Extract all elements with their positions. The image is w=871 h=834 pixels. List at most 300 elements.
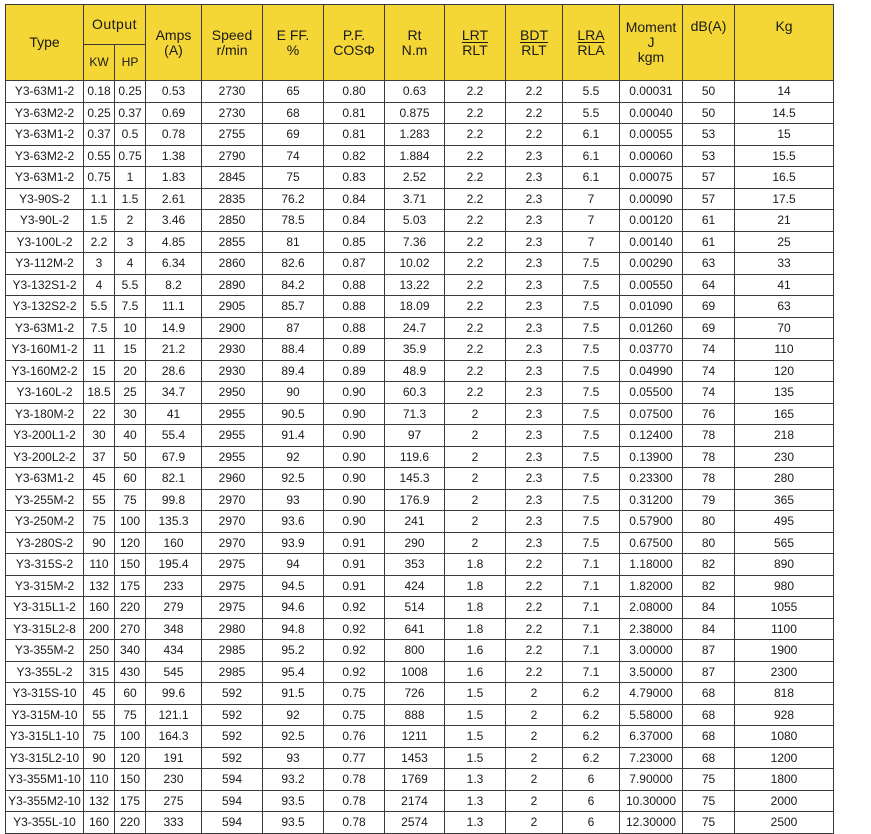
- cell-kg: 1055: [735, 597, 834, 619]
- cell-rated-torque: 48.9: [385, 360, 445, 382]
- cell-moment: 7.23000: [620, 747, 683, 769]
- cell-bdt-rlt: 2.2: [506, 81, 563, 103]
- cell-kg: 2500: [735, 812, 834, 834]
- cell-bdt-rlt: 2.3: [506, 446, 563, 468]
- cell-lra-rla: 6: [563, 790, 620, 812]
- cell-efficiency: 93: [263, 747, 324, 769]
- cell-kg: 41: [735, 274, 834, 296]
- table-row: [6, 360, 834, 382]
- cell-lra-rla: 6: [563, 769, 620, 791]
- cell-moment: 0.00290: [620, 253, 683, 275]
- cell-lrt-rlt: 2.2: [445, 253, 506, 275]
- cell-bdt-rlt: 2.2: [506, 554, 563, 576]
- cell-type: Y3-250M-2: [6, 511, 84, 533]
- cell-hp: 60: [115, 683, 146, 705]
- cell-power-factor: 0.89: [324, 360, 385, 382]
- cell-moment: 0.00055: [620, 124, 683, 146]
- cell-type: Y3-355L-2: [6, 661, 84, 683]
- table-row: [6, 790, 834, 812]
- cell-lrt-rlt: 1.5: [445, 683, 506, 705]
- cell-hp: 175: [115, 790, 146, 812]
- cell-type: Y3-355M2-10: [6, 790, 84, 812]
- cell-efficiency: 94.8: [263, 618, 324, 640]
- header-pf-line1: P.F.: [342, 26, 366, 43]
- cell-kg: 14: [735, 81, 834, 103]
- cell-efficiency: 92: [263, 704, 324, 726]
- cell-speed: 592: [202, 726, 263, 748]
- cell-amps: 135.3: [146, 511, 202, 533]
- cell-type: Y3-63M1-2: [6, 317, 84, 339]
- header-amps: [146, 5, 202, 81]
- cell-hp: 1: [115, 167, 146, 189]
- cell-efficiency: 82.6: [263, 253, 324, 275]
- cell-power-factor: 0.77: [324, 747, 385, 769]
- table-row: [6, 339, 834, 361]
- cell-lrt-rlt: 1.3: [445, 769, 506, 791]
- cell-lrt-rlt: 2: [445, 446, 506, 468]
- cell-db: 61: [683, 210, 735, 232]
- cell-lra-rla: 7: [563, 188, 620, 210]
- cell-db: 63: [683, 253, 735, 275]
- cell-kw: 75: [84, 511, 115, 533]
- cell-power-factor: 0.90: [324, 468, 385, 490]
- cell-power-factor: 0.90: [324, 511, 385, 533]
- cell-power-factor: 0.75: [324, 683, 385, 705]
- cell-rated-torque: 145.3: [385, 468, 445, 490]
- cell-type: Y3-315L2-10: [6, 747, 84, 769]
- table-row: [6, 661, 834, 683]
- cell-hp: 5.5: [115, 274, 146, 296]
- cell-db: 57: [683, 167, 735, 189]
- cell-bdt-rlt: 2.3: [506, 317, 563, 339]
- cell-amps: 3.46: [146, 210, 202, 232]
- cell-speed: 2930: [202, 360, 263, 382]
- cell-lra-rla: 5.5: [563, 102, 620, 124]
- cell-amps: 6.34: [146, 253, 202, 275]
- cell-rated-torque: 1769: [385, 769, 445, 791]
- table-row: [6, 683, 834, 705]
- cell-type: Y3-315S-2: [6, 554, 84, 576]
- cell-moment: 0.23300: [620, 468, 683, 490]
- cell-db: 69: [683, 296, 735, 318]
- header-eff-line1: E FF.: [276, 26, 310, 43]
- cell-lra-rla: 7.5: [563, 403, 620, 425]
- cell-type: Y3-315L2-8: [6, 618, 84, 640]
- cell-bdt-rlt: 2.2: [506, 597, 563, 619]
- cell-kw: 132: [84, 575, 115, 597]
- cell-rated-torque: 353: [385, 554, 445, 576]
- cell-amps: 1.83: [146, 167, 202, 189]
- cell-efficiency: 93.5: [263, 812, 324, 834]
- table-row: [6, 597, 834, 619]
- cell-lra-rla: 7.5: [563, 511, 620, 533]
- cell-amps: 279: [146, 597, 202, 619]
- table-row: [6, 81, 834, 103]
- cell-rated-torque: 0.875: [385, 102, 445, 124]
- cell-amps: 99.8: [146, 489, 202, 511]
- cell-hp: 150: [115, 554, 146, 576]
- cell-type: Y3-255M-2: [6, 489, 84, 511]
- cell-bdt-rlt: 2.2: [506, 618, 563, 640]
- cell-amps: 11.1: [146, 296, 202, 318]
- cell-lra-rla: 6.1: [563, 145, 620, 167]
- cell-rated-torque: 641: [385, 618, 445, 640]
- cell-moment: 1.18000: [620, 554, 683, 576]
- cell-lrt-rlt: 2.2: [445, 102, 506, 124]
- cell-amps: 545: [146, 661, 202, 683]
- cell-kw: 37: [84, 446, 115, 468]
- cell-hp: 120: [115, 532, 146, 554]
- cell-bdt-rlt: 2.3: [506, 210, 563, 232]
- cell-kw: 11: [84, 339, 115, 361]
- cell-type: Y3-160L-2: [6, 382, 84, 404]
- cell-lrt-rlt: 1.8: [445, 554, 506, 576]
- cell-power-factor: 0.88: [324, 317, 385, 339]
- cell-kg: 63: [735, 296, 834, 318]
- cell-efficiency: 94: [263, 554, 324, 576]
- header-pf-line2: COSΦ: [333, 41, 375, 58]
- header-output: Output: [84, 5, 146, 45]
- cell-lra-rla: 7.5: [563, 382, 620, 404]
- cell-efficiency: 94.5: [263, 575, 324, 597]
- cell-lra-rla: 6.1: [563, 124, 620, 146]
- cell-kw: 4: [84, 274, 115, 296]
- cell-amps: 275: [146, 790, 202, 812]
- cell-bdt-rlt: 2: [506, 790, 563, 812]
- cell-bdt-rlt: 2.3: [506, 382, 563, 404]
- cell-moment: 4.79000: [620, 683, 683, 705]
- cell-kg: 25: [735, 231, 834, 253]
- cell-lrt-rlt: 2.2: [445, 81, 506, 103]
- cell-kw: 315: [84, 661, 115, 683]
- cell-lrt-rlt: 2.2: [445, 124, 506, 146]
- cell-amps: 14.9: [146, 317, 202, 339]
- cell-amps: 0.53: [146, 81, 202, 103]
- table-row: [6, 704, 834, 726]
- cell-speed: 2985: [202, 640, 263, 662]
- cell-kw: 7.5: [84, 317, 115, 339]
- cell-hp: 430: [115, 661, 146, 683]
- cell-efficiency: 95.2: [263, 640, 324, 662]
- cell-speed: 594: [202, 812, 263, 834]
- cell-type: Y3-280S-2: [6, 532, 84, 554]
- cell-rated-torque: 2574: [385, 812, 445, 834]
- cell-power-factor: 0.88: [324, 274, 385, 296]
- cell-kg: 14.5: [735, 102, 834, 124]
- cell-efficiency: 93.2: [263, 769, 324, 791]
- cell-moment: 0.57900: [620, 511, 683, 533]
- cell-speed: 2975: [202, 554, 263, 576]
- cell-lrt-rlt: 2: [445, 532, 506, 554]
- cell-kg: 280: [735, 468, 834, 490]
- cell-amps: 191: [146, 747, 202, 769]
- cell-power-factor: 0.83: [324, 167, 385, 189]
- cell-bdt-rlt: 2.3: [506, 425, 563, 447]
- cell-type: Y3-63M1-2: [6, 81, 84, 103]
- cell-efficiency: 93.9: [263, 532, 324, 554]
- cell-kw: 110: [84, 554, 115, 576]
- table-row: [6, 726, 834, 748]
- cell-speed: 2960: [202, 468, 263, 490]
- cell-amps: 55.4: [146, 425, 202, 447]
- cell-rated-torque: 514: [385, 597, 445, 619]
- cell-amps: 82.1: [146, 468, 202, 490]
- cell-lra-rla: 7.5: [563, 339, 620, 361]
- cell-db: 75: [683, 790, 735, 812]
- cell-db: 75: [683, 812, 735, 834]
- cell-moment: 0.03770: [620, 339, 683, 361]
- cell-moment: 0.67500: [620, 532, 683, 554]
- cell-lrt-rlt: 1.6: [445, 640, 506, 662]
- cell-lrt-rlt: 2.2: [445, 231, 506, 253]
- table-row: [6, 274, 834, 296]
- cell-bdt-rlt: 2.3: [506, 253, 563, 275]
- cell-hp: 0.25: [115, 81, 146, 103]
- cell-efficiency: 74: [263, 145, 324, 167]
- header-moment-line3: kgm: [637, 49, 665, 65]
- cell-db: 80: [683, 532, 735, 554]
- cell-power-factor: 0.89: [324, 339, 385, 361]
- cell-lra-rla: 7.5: [563, 446, 620, 468]
- cell-speed: 594: [202, 790, 263, 812]
- cell-kw: 22: [84, 403, 115, 425]
- cell-efficiency: 92.5: [263, 468, 324, 490]
- header-lrt-line1: LRT: [461, 26, 489, 43]
- cell-kw: 3: [84, 253, 115, 275]
- cell-moment: 0.00550: [620, 274, 683, 296]
- header-kw: KW: [84, 45, 115, 81]
- cell-speed: 2730: [202, 81, 263, 103]
- cell-bdt-rlt: 2.3: [506, 145, 563, 167]
- cell-speed: 2790: [202, 145, 263, 167]
- header-amps-line1: Amps: [155, 26, 192, 43]
- cell-db: 69: [683, 317, 735, 339]
- cell-lra-rla: 7.5: [563, 532, 620, 554]
- cell-kg: 218: [735, 425, 834, 447]
- cell-rated-torque: 71.3: [385, 403, 445, 425]
- cell-power-factor: 0.88: [324, 296, 385, 318]
- cell-lrt-rlt: 1.8: [445, 575, 506, 597]
- cell-type: Y3-355M1-10: [6, 769, 84, 791]
- cell-lra-rla: 7.5: [563, 360, 620, 382]
- cell-lrt-rlt: 1.5: [445, 704, 506, 726]
- cell-kw: 75: [84, 726, 115, 748]
- header-type: Type: [6, 5, 84, 81]
- cell-moment: 10.30000: [620, 790, 683, 812]
- cell-kw: 45: [84, 468, 115, 490]
- cell-amps: 99.6: [146, 683, 202, 705]
- cell-kg: 495: [735, 511, 834, 533]
- cell-type: Y3-355L-10: [6, 812, 84, 834]
- cell-moment: 2.08000: [620, 597, 683, 619]
- cell-power-factor: 0.90: [324, 489, 385, 511]
- header-speed: [202, 5, 263, 81]
- cell-amps: 41: [146, 403, 202, 425]
- cell-db: 82: [683, 554, 735, 576]
- cell-kw: 1.5: [84, 210, 115, 232]
- cell-moment: 0.31200: [620, 489, 683, 511]
- cell-hp: 40: [115, 425, 146, 447]
- cell-power-factor: 0.90: [324, 382, 385, 404]
- cell-db: 84: [683, 597, 735, 619]
- header-hp: HP: [115, 45, 146, 81]
- cell-kw: 200: [84, 618, 115, 640]
- cell-speed: 2970: [202, 511, 263, 533]
- cell-moment: 0.07500: [620, 403, 683, 425]
- cell-speed: 2755: [202, 124, 263, 146]
- cell-kg: 1800: [735, 769, 834, 791]
- cell-power-factor: 0.87: [324, 253, 385, 275]
- cell-speed: 2855: [202, 231, 263, 253]
- cell-efficiency: 84.2: [263, 274, 324, 296]
- cell-moment: 3.00000: [620, 640, 683, 662]
- cell-power-factor: 0.81: [324, 124, 385, 146]
- cell-amps: 434: [146, 640, 202, 662]
- cell-bdt-rlt: 2.2: [506, 102, 563, 124]
- cell-kw: 55: [84, 704, 115, 726]
- cell-lra-rla: 5.5: [563, 81, 620, 103]
- cell-lrt-rlt: 2.2: [445, 339, 506, 361]
- cell-hp: 0.37: [115, 102, 146, 124]
- table-row: [6, 532, 834, 554]
- cell-kw: 0.55: [84, 145, 115, 167]
- cell-efficiency: 93.5: [263, 790, 324, 812]
- table-row: [6, 575, 834, 597]
- cell-hp: 75: [115, 489, 146, 511]
- cell-amps: 28.6: [146, 360, 202, 382]
- cell-kw: 90: [84, 532, 115, 554]
- cell-lrt-rlt: 2.2: [445, 317, 506, 339]
- cell-rated-torque: 888: [385, 704, 445, 726]
- cell-type: Y3-315M-10: [6, 704, 84, 726]
- cell-power-factor: 0.78: [324, 812, 385, 834]
- cell-kg: 1900: [735, 640, 834, 662]
- cell-rated-torque: 241: [385, 511, 445, 533]
- cell-speed: 2970: [202, 532, 263, 554]
- cell-bdt-rlt: 2.3: [506, 360, 563, 382]
- cell-kg: 16.5: [735, 167, 834, 189]
- cell-power-factor: 0.84: [324, 210, 385, 232]
- cell-rated-torque: 13.22: [385, 274, 445, 296]
- cell-efficiency: 91.5: [263, 683, 324, 705]
- cell-lrt-rlt: 1.6: [445, 661, 506, 683]
- cell-bdt-rlt: 2: [506, 683, 563, 705]
- cell-lrt-rlt: 2.2: [445, 360, 506, 382]
- cell-speed: 2845: [202, 167, 263, 189]
- cell-db: 74: [683, 382, 735, 404]
- cell-amps: 0.78: [146, 124, 202, 146]
- cell-speed: 2835: [202, 188, 263, 210]
- table-row: [6, 253, 834, 275]
- cell-moment: 0.00075: [620, 167, 683, 189]
- cell-efficiency: 68: [263, 102, 324, 124]
- table-row: [6, 489, 834, 511]
- cell-type: Y3-200L1-2: [6, 425, 84, 447]
- cell-moment: 0.05500: [620, 382, 683, 404]
- cell-efficiency: 90: [263, 382, 324, 404]
- cell-kg: 1100: [735, 618, 834, 640]
- table-row: [6, 747, 834, 769]
- cell-kw: 18.5: [84, 382, 115, 404]
- cell-rated-torque: 1211: [385, 726, 445, 748]
- header-moment: [620, 5, 683, 81]
- cell-moment: 0.01260: [620, 317, 683, 339]
- cell-db: 80: [683, 511, 735, 533]
- cell-moment: 12.30000: [620, 812, 683, 834]
- table-header: [6, 5, 834, 81]
- cell-db: 82: [683, 575, 735, 597]
- cell-lrt-rlt: 1.5: [445, 726, 506, 748]
- cell-hp: 1.5: [115, 188, 146, 210]
- cell-kw: 90: [84, 747, 115, 769]
- cell-speed: 2975: [202, 575, 263, 597]
- cell-power-factor: 0.76: [324, 726, 385, 748]
- cell-type: Y3-315L1-10: [6, 726, 84, 748]
- cell-speed: 2985: [202, 661, 263, 683]
- cell-db: 64: [683, 274, 735, 296]
- cell-power-factor: 0.91: [324, 532, 385, 554]
- cell-hp: 30: [115, 403, 146, 425]
- cell-amps: 1.38: [146, 145, 202, 167]
- cell-hp: 0.75: [115, 145, 146, 167]
- cell-bdt-rlt: 2.3: [506, 231, 563, 253]
- cell-speed: 594: [202, 769, 263, 791]
- cell-rated-torque: 424: [385, 575, 445, 597]
- cell-amps: 0.69: [146, 102, 202, 124]
- cell-kg: 15.5: [735, 145, 834, 167]
- cell-lrt-rlt: 2: [445, 489, 506, 511]
- table-row: [6, 382, 834, 404]
- cell-lra-rla: 7.1: [563, 640, 620, 662]
- header-bdt-line2: RLT: [521, 41, 547, 58]
- cell-power-factor: 0.81: [324, 102, 385, 124]
- cell-moment: 3.50000: [620, 661, 683, 683]
- cell-lrt-rlt: 1.3: [445, 812, 506, 834]
- cell-kg: 818: [735, 683, 834, 705]
- cell-kg: 928: [735, 704, 834, 726]
- cell-kg: 120: [735, 360, 834, 382]
- cell-moment: 0.00060: [620, 145, 683, 167]
- cell-moment: 0.00090: [620, 188, 683, 210]
- cell-type: Y3-90S-2: [6, 188, 84, 210]
- cell-amps: 160: [146, 532, 202, 554]
- cell-bdt-rlt: 2.3: [506, 403, 563, 425]
- cell-db: 84: [683, 618, 735, 640]
- cell-db: 61: [683, 231, 735, 253]
- cell-db: 87: [683, 640, 735, 662]
- cell-kg: 135: [735, 382, 834, 404]
- cell-efficiency: 94.6: [263, 597, 324, 619]
- header-lra-line1: LRA: [577, 26, 605, 43]
- cell-speed: 2850: [202, 210, 263, 232]
- cell-speed: 2900: [202, 317, 263, 339]
- cell-kg: 110: [735, 339, 834, 361]
- cell-lrt-rlt: 2: [445, 511, 506, 533]
- cell-lra-rla: 7.5: [563, 425, 620, 447]
- cell-rated-torque: 800: [385, 640, 445, 662]
- header-rated-torque: [385, 5, 445, 81]
- cell-type: Y3-315L1-2: [6, 597, 84, 619]
- motor-spec-table-container: [5, 4, 834, 834]
- cell-rated-torque: 290: [385, 532, 445, 554]
- cell-type: Y3-160M2-2: [6, 360, 84, 382]
- cell-hp: 25: [115, 382, 146, 404]
- cell-efficiency: 90.5: [263, 403, 324, 425]
- cell-hp: 220: [115, 812, 146, 834]
- cell-kg: 2000: [735, 790, 834, 812]
- header-rt-line1: Rt: [407, 26, 422, 43]
- cell-kw: 0.25: [84, 102, 115, 124]
